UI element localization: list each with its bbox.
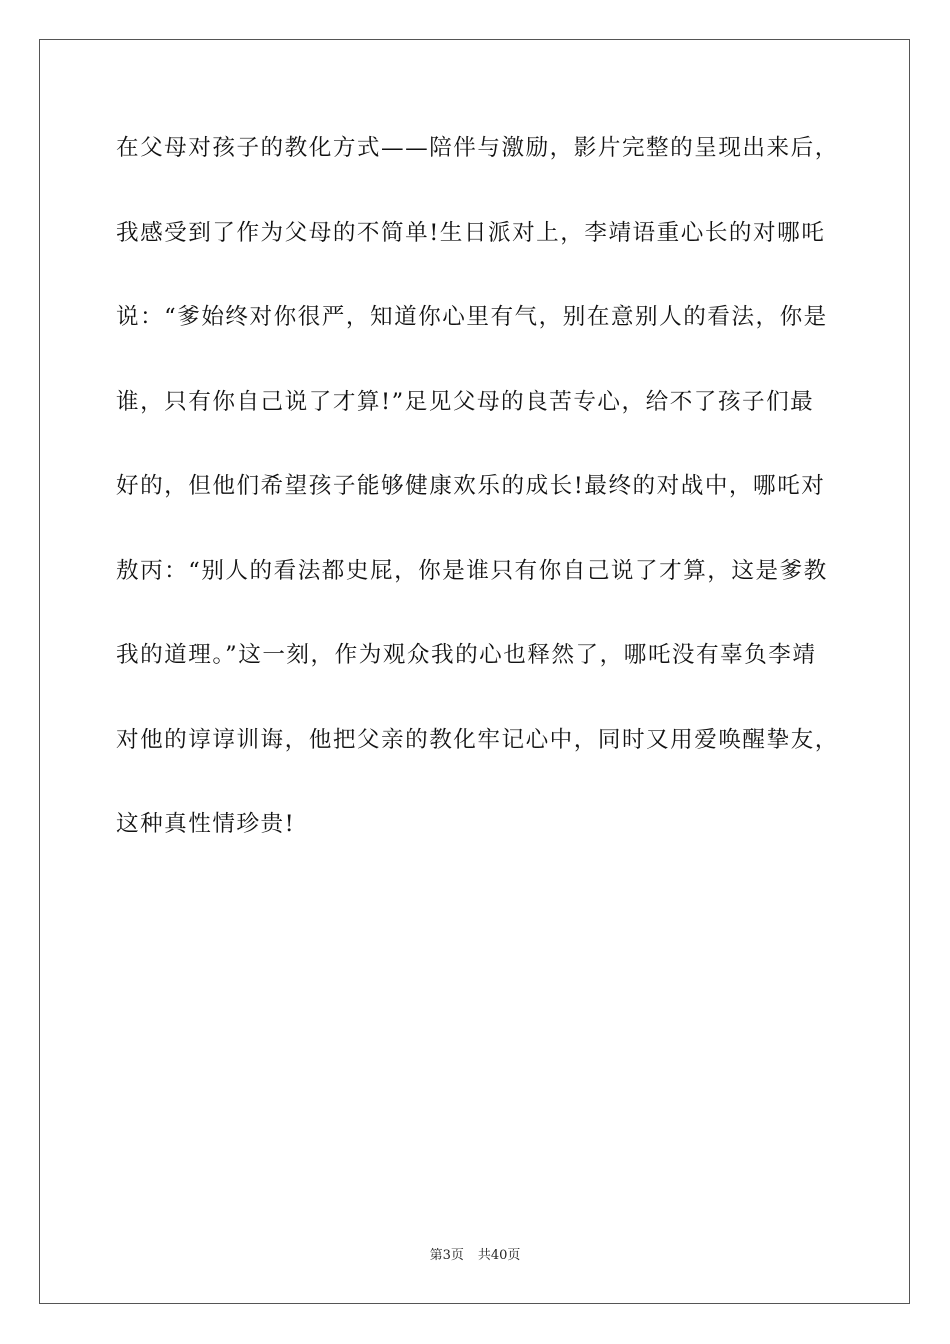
- text-line: 这种真性情珍贵!: [116, 811, 296, 837]
- text-line: 对他的谆谆训诲，他把父亲的教化牢记心中，同时又用爱唤醒挚友，: [116, 726, 839, 753]
- page-footer: [0, 1246, 950, 1266]
- text-line: 我感受到了作为父母的不简单!生日派对上，李靖语重心长的对哪吒: [116, 219, 826, 246]
- page-total: 共40页: [477, 1248, 521, 1263]
- text-line: 好的，但他们希望孩子能够健康欢乐的成长!最终的对战中，哪吒对: [116, 473, 826, 499]
- document-body: [116, 128, 839, 889]
- page-number: 第3页: [429, 1248, 464, 1263]
- text-line: 我的道理。”这一刻，作为观众我的心也释然了，哪吒没有辜负李靖: [116, 642, 817, 668]
- text-line: 说：“爹始终对你很严，知道你心里有气，别在意别人的看法，你是: [116, 304, 828, 330]
- text-line: 在父母对孩子的教化方式——陪伴与激励，影片完整的呈现出来后，: [116, 135, 839, 161]
- text-line: 谁，只有你自己说了才算!”足见父母的良苦专心，给不了孩子们最: [116, 388, 815, 415]
- text-line: 敖丙：“别人的看法都史屁，你是谁只有你自己说了才算，这是爹教: [116, 557, 828, 584]
